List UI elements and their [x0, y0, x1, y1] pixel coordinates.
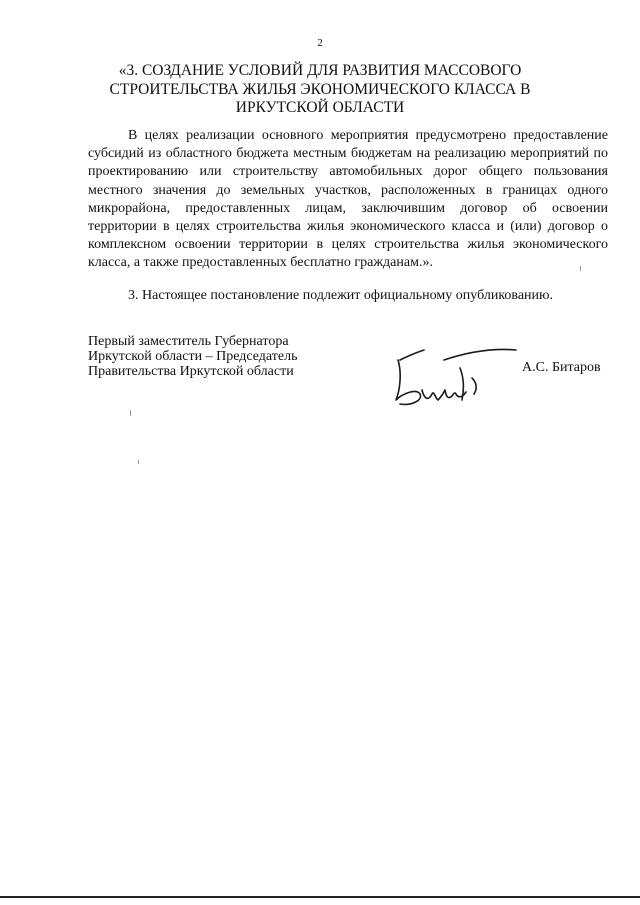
section-heading: «3. СОЗДАНИЕ УСЛОВИЙ ДЛЯ РАЗВИТИЯ МАССОВОГО СТРОИТЕЛЬСТВА ЖИЛЬЯ ЭКОНОМИЧЕСКОГО КЛАССА В ИРКУТСКОЙ ОБЛАСТИ [109, 62, 531, 116]
publication-clause: 3. Настоящее постановление подлежит официальному опубликованию. [128, 288, 553, 303]
signer-name: А.С. Битаров [522, 360, 601, 375]
handwritten-signature-icon [388, 338, 518, 416]
scan-speck [580, 266, 581, 271]
body-paragraph: В целях реализации основного мероприятия предусмотрено предоставление субсидий из областного бюджета местным бюджетам на реализацию мероприятий по проектированию или строительству автомобильных дорог общего пользования местного значения до земельных участков, расположенных в границах одного микрорайона, предоставленных лицам, заключившим договор об освоении территории в целях строительства жилья экономического класса и (или) договор о комплексном освоении территории в целях строительства жилья экономического класса, а также предоставленных бесплатно гражданам.». [88, 128, 608, 271]
position-line: Правительства Иркутской области [88, 364, 294, 379]
signatory-position [88, 334, 297, 379]
position-line: Иркутской области – Председатель [88, 349, 298, 364]
scan-edge-line [0, 896, 640, 898]
page-number: 2 [317, 37, 323, 49]
scan-speck [138, 460, 139, 464]
position-line: Первый заместитель Губернатора [88, 334, 289, 349]
scan-speck [130, 410, 131, 416]
